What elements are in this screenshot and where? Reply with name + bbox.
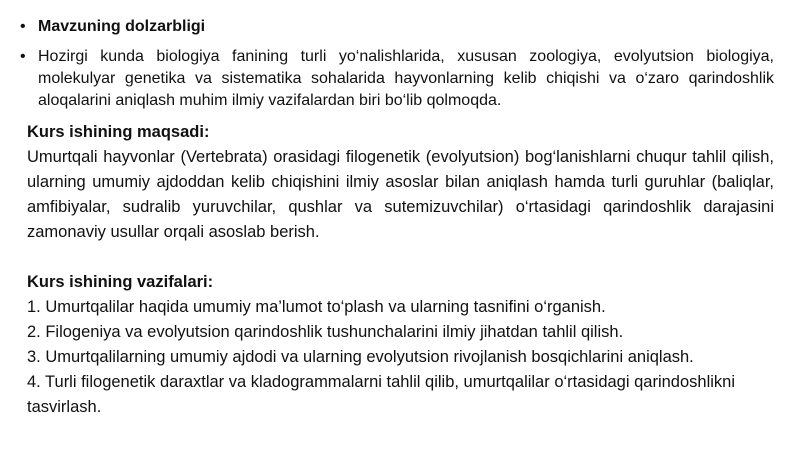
bullet-dot-icon: •: [20, 18, 26, 35]
tasks-section: [27, 270, 774, 420]
goal-heading: Kurs ishining maqsadi:: [27, 123, 210, 141]
bullet-topic-relevance: [20, 16, 774, 38]
goal-paragraph: Umurtqali hayvonlar (Vertebrata) orasidagi filogenetik (evolyutsion) bog‘lanishlarni chuqur tahlil qilish, ularning umumiy ajdoddan kelib chiqishini ilmiy asoslar bilan aniqlash hamda turli guruhlar (baliqlar, amfibiyalar, sudralib yuruvchilar, qushlar va sutemizuvchilar) o‘rtasidagi qarindoshlik darajasini zamonaviy usullar orqali asoslab berish.: [27, 148, 774, 241]
bullet-paragraph: Hozirgi kunda biologiya fanining turli yo‘nalishlarida, xususan zoologiya, evolyutsion biologiya, molekulyar genetika va sistematika sohalarida hayvonlarning kelib chiqishi va o‘zaro qarindoshlik aloqalarini aniqlash muhim ilmiy vazifalardan biri bo‘lib qolmoqda.: [38, 48, 774, 109]
bullet-heading: Mavzuning dolzarbligi: [38, 18, 206, 35]
tasks-heading: Kurs ishining vazifalari:: [27, 273, 214, 291]
task-item: 1. Umurtqalilar haqida umumiy ma’lumot to‘plash va ularning tasnifini o‘rganish.: [27, 298, 606, 316]
goal-section: [27, 120, 774, 245]
bullet-relevance-text: [20, 46, 774, 112]
bullet-dot-icon: •: [20, 48, 26, 65]
tasks-list: [27, 295, 774, 420]
task-item: 3. Umurtqalilarning umumiy ajdodi va ularning evolyutsion rivojlanish bosqichlarini aniqlash.: [27, 348, 694, 366]
task-item: 4. Turli filogenetik daraxtlar va kladogrammalarni tahlil qilib, umurtqalilar o‘rtasidagi qarindoshlikni tasvirlash.: [27, 373, 736, 416]
task-item: 2. Filogeniya va evolyutsion qarindoshlik tushunchalarini ilmiy jihatdan tahlil qilish.: [27, 323, 624, 341]
